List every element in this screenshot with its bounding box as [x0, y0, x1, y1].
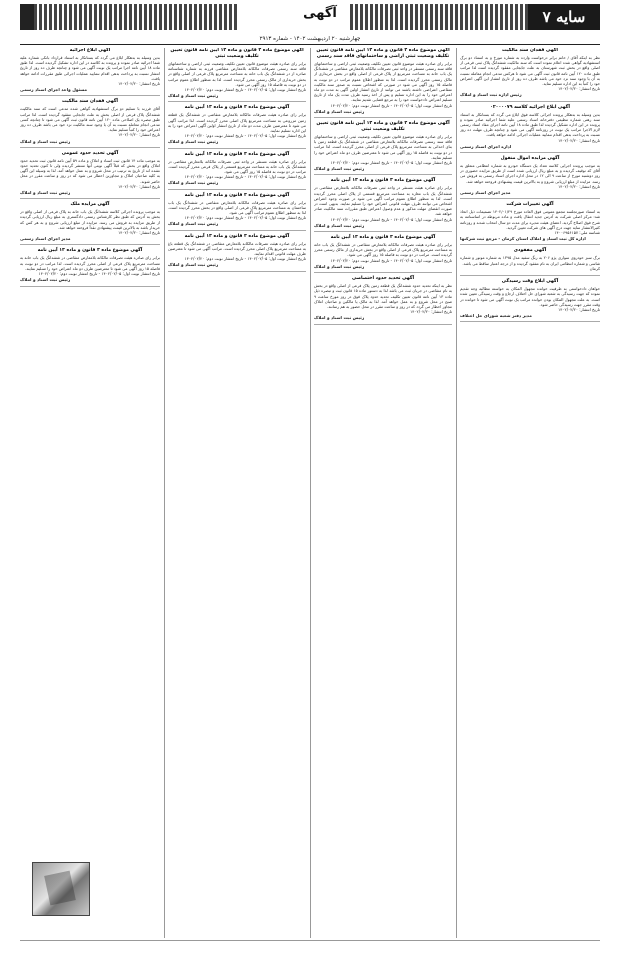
notice-date: تاریخ انتشار نوبت اول: ۱۴۰۲/۰۲/۰۵ - تاریخ انتشار نوبت دوم: ۱۴۰۲/۰۲/۲۰ [330, 257, 452, 263]
legal-notice [168, 234, 306, 272]
notice-signature: رئیس ثبت اسناد و املاک [314, 166, 365, 172]
notice-body: برابر رای صادره هیئت مستقر در واحد ثبتی تصرفات مالکانه بلامعارض متقاضی در ششدانگ یک باب مغازه به مساحت مترمربع قسمتی از پلاک اصلی محرز گردیده است. لذا به منظور اطلاع عموم مراتب آگهی می شود در صورت وجود اعتراض اشخاص می توانند ظرف مهلت قانونی اعتراض خود را تسلیم نمایند. بدیهی است در صورت انقضای مهلت مذکور و عدم وصول اعتراض طبق مقررات سند مالکیت صادر خواهد شد. [314, 185, 452, 217]
notice-signature: مدیر دفتر شعبه شورای حل اختلاف [460, 313, 532, 319]
notice-body: برابر رای صادره هیئت موضوع قانون تعیین تکلیف وضعیت ثبتی اراضی و ساختمانهای فاقد سند رسمی تصرفات مالکانه بلامعارض متقاضی فرزند به شماره شناسنامه صادره از در ششدانگ یک باب خانه به مساحت مترمربع پلاک فرعی از اصلی واقع در بخش خریداری از مالک رسمی محرز گردیده است. لذا به منظور اطلاع عموم مراتب در دو نوبت به فاصله ۱۵ روز آگهی می شود. [168, 61, 306, 87]
column-1 [460, 48, 600, 938]
notice-title: آگهی فقدان سند مالکیت [62, 99, 118, 105]
notice-body: برابر رای صادره هیئت موضوع قانون تعیین تکلیف وضعیت ثبتی اراضی و ساختمانهای فاقد سند رسمی مستقر در واحد ثبتی تصرفات مالکانه بلامعارض متقاضی در ششدانگ یک باب خانه به مساحت مترمربع از پلاک فرعی از اصلی واقع در بخش خریداری از مالک رسمی محرز گردیده است. لذا به منظور اطلاع عموم مراتب در دو نوبت به فاصله ۱۵ روز آگهی می شود در صورتی که اشخاص نسبت به صدور سند مالکیت متقاضی اعتراضی داشته باشند می توانند از تاریخ انتشار اولین آگهی به مدت دو ماه اعتراض خود را به این اداره تسلیم و پس از اخذ رسید ظرف مدت یک ماه از تاریخ تسلیم اعتراض دادخواست خود را به مرجع قضایی تقدیم نمایند. [314, 61, 452, 103]
notice-title: آگهی موضوع ماده ۳ قانون و ماده ۱۳ آیین نامه [184, 105, 290, 111]
notice-title: آگهی تحدید حدود اختصاصی [351, 276, 415, 282]
notice-body: به استناد صورتجلسه مجمع عمومی فوق العاده مورخ ۱۴۰۲/۰۱/۲۹ تصمیمات ذیل اتخاذ شد: مرکز اصلی شرکت به آدرس جدید انتقال یافت و ماده مربوطه در اساسنامه به شرح فوق اصلاح گردید. اعضای هیئت مدیره برای مدت دو سال انتخاب شدند و روزنامه کثیرالانتشار سایه جهت درج آگهی های شرکت تعیین گردید. [460, 209, 600, 230]
column-2 [314, 48, 452, 938]
notice-title: آگهی تحدید حدود عمومی [61, 150, 119, 156]
notice-signature: رئیس ثبت اسناد و املاک [168, 221, 219, 227]
notice-body: برابر رای صادره هیئت تصرفات مالکانه بلامعارض متقاضی در ششدانگ یک باب خانه به مساحت مترمربع پلاک فرعی از اصلی واقع در بخش خریداری از مالک رسمی محرز گردیده است. مراتب در دو نوبت به فاصله ۱۵ روز آگهی می شود. [314, 242, 452, 258]
notice-body: به موجب پرونده اجرایی کلاسه تعداد یک دستگاه خودرو به شماره انتظامی متعلق به آقای که توقیف گردیده و به مبلغ ریال ارزیابی شده است از طریق مزایده حضوری در روز دوشنبه مورخ از ساعت ۹ الی ۱۲ در محل اداره اجرای اسناد رسمی به فروش می رسد. مزایده از مبلغ ارزیابی شروع و به بالاترین قیمت پیشنهادی فروخته خواهد شد. [460, 163, 600, 184]
brand-name: سایه [555, 8, 586, 26]
page-header [0, 0, 620, 34]
page-number: ۷ [542, 8, 551, 26]
notice-signature: رئیس ثبت اسناد و املاک [314, 222, 365, 228]
notice-title: آگهی موضوع ماده ۳ قانون و ماده ۱۳ آیین نامه [184, 151, 290, 157]
notice-date: تاریخ انتشار نوبت اول: ۱۴۰۲/۰۲/۰۵ - تاریخ انتشار نوبت دوم: ۱۴۰۲/۰۲/۲۰ [184, 215, 306, 221]
notice-title: آگهی موضوع ماده ۳ قانون و ماده ۱۳ آیین نامه [184, 192, 290, 198]
notice-signature: رئیس ثبت اسناد و املاک [314, 263, 365, 269]
notice-body: نظر به اینکه تحدید حدود ششدانگ یک قطعه زمین پلاک فرعی از اصلی واقع در بخش به نام متقاضی در جریان ثبت می باشد لذا به دستور ماده ۱۵ قانون ثبت و تبصره ذیل ماده ۱۳ آیین نامه قانون تعیین تکلیف تحدید حدود پلاک فوق در روز مورخ ساعت ۹ صبح در محل شروع و به عمل خواهد آمد. لذا به مالک یا مالکین و صاحبان املاک مجاور اخطار می گردد که در روز و ساعت مقرر در محل حضور به هم رسانند. [314, 283, 452, 309]
notice-body: بدین وسیله به بدهکار ابلاغ می گردد که بستانکار به استناد قرارداد بانکی شماره علیه شما اجرائیه صادر نموده و پرونده به کلاسه در این اداره تشکیل گردیده است. لذا طبق ماده ۱۸ آیین نامه اجرا مراتب یک نوبت آگهی می شود و چنانچه ظرف ده روز از تاریخ انتشار نسبت به پرداخت بدهی اقدام ننمایید عملیات اجرائی طبق مقررات ادامه خواهد یافت. [20, 55, 160, 81]
notice-title: آگهی موضوع ماده ۳ قانون و ماده ۱۳ آیین نامه [184, 233, 290, 239]
notice-title: آگهی مزایده ملک [70, 202, 110, 208]
legal-notice [460, 105, 600, 153]
notice-body: برابر رای صادره هیئت موضوع قانون تعیین تکلیف وضعیت ثبتی اراضی و ساختمانهای فاقد سند رسمی تصرفات مالکانه بلامعارض متقاضی در ششدانگ یک قطعه زمین با بنای احداثی به مساحت مترمربع پلاک فرعی از اصلی محرز گردیده است. لذا مراتب در دو نوبت به فاصله ۱۵ روز آگهی می شود تا معترضین ظرف دو ماه اعتراض خود را تسلیم نمایند. [314, 134, 452, 160]
notice-body: برگ سبز خودروی سواری پژو ۲۰۶ به رنگ سفید مدل ۱۳۹۵ به شماره موتور و شماره شاسی و شماره انتظامی ایران به نام مفقود گردیده و از درجه اعتبار ساقط می باشد. [460, 255, 600, 266]
legal-notice [460, 202, 600, 245]
notice-body: بدین وسیله به بدهکار پرونده اجرائی کلاسه فوق ابلاغ می گردد که بستانکار به استناد سند رهنی شماره تنظیمی دفترخانه اسناد رسمی علیه شما اجرائیه صادر نموده و پرونده در این اداره تشکیل گردیده لذا طبق ماده ۱۸ آیین نامه اجرای مفاد اسناد رسمی لازم الاجرا مراتب یک نوبت در روزنامه آگهی می شود و چنانچه ظرف مهلت ده روز نسبت به پرداخت بدهی اقدام ننمایید عملیات اجرائی ادامه خواهد یافت. [460, 111, 600, 138]
notice-signature: رئیس ثبت اسناد و املاک [314, 108, 365, 114]
column-4 [20, 48, 160, 856]
notice-date: تاریخ انتشار نوبت اول: ۱۴۰۲/۰۲/۰۵ - تاریخ انتشار نوبت دوم: ۱۴۰۲/۰۲/۲۰ [184, 133, 306, 139]
notice-title: آگهی فقدان سند مالکیت [502, 48, 558, 53]
legal-notice [460, 48, 600, 102]
notice-title: آگهی موضوع ماده ۳ قانون و ماده ۱۳ آیین نامه [330, 235, 436, 241]
notice-date: کرمان [589, 265, 600, 271]
notice-date: تاریخ انتشار: ۱۴۰۲/۰۲/۲۰ [410, 309, 452, 315]
column-divider [164, 48, 165, 938]
legal-notice [314, 276, 452, 324]
notice-body: برابر رای صادره هیئت تصرفات مالکانه بلامعارض متقاضی در ششدانگ یک باب خانه به مساحت مترمربع پلاک فرعی از اصلی محرز گردیده است. لذا مراتب در دو نوبت به فاصله ۱۵ روز آگهی می شود تا معترضین ظرف دو ماه اعتراض خود را تسلیم نمایند. [20, 255, 160, 271]
notice-body: برابر رای صادره هیئت مستقر در واحد ثبتی تصرفات مالکانه بلامعارض متقاضی در ششدانگ یک باب خانه به مساحت مترمربع قسمتی از پلاک فرعی محرز گردیده است. مراتب در دو نوبت به فاصله ۱۵ روز آگهی می شود. [168, 158, 306, 175]
header-ornament-right [350, 4, 528, 30]
notice-signature: رئیس ثبت اسناد و املاک [168, 262, 219, 268]
notice-signature: رئیس ثبت اسناد و املاک [168, 139, 219, 145]
notice-title: آگهی مزایده اموال منقول [500, 156, 560, 162]
legal-notice [460, 279, 600, 322]
notice-date: تاریخ انتشار: ۱۴۰۲/۰۲/۲۰ [558, 137, 600, 143]
legal-notice [20, 48, 160, 96]
notice-date: تاریخ انتشار: ۱۴۰۲/۰۲/۲۰ [558, 183, 600, 189]
advert-photo [32, 862, 90, 916]
legal-notice [314, 235, 452, 273]
notice-body: نظر به اینکه آقای / خانم برابر درخواست وارده به شماره مورخ و به استناد دو برگ استشهادیه گواهی شده اعلام نموده است که سند مالکیت ششدانگ پلاک ثبتی فرعی از اصلی واقع در بخش ثبت شهرستان به علت جابجایی مفقود گردیده است لذا مراتب طبق ماده ۱۲۰ آیین نامه قانون ثبت آگهی می شود تا هرکس مدعی انجام معامله نسبت به آن یا وجود سند نزد خود می باشد ظرف ده روز از تاریخ انتشار این آگهی اعتراض خود را کتباً به این اداره تسلیم نماید. [460, 55, 600, 87]
notice-date: تاریخ انتشار نوبت اول: ۱۴۰۲/۰۲/۰۵ - تاریخ انتشار نوبت دوم: ۱۴۰۲/۰۲/۲۰ [38, 271, 160, 277]
notice-signature: مسئول واحد اجرای اسناد رسمی [20, 87, 88, 93]
newspaper-masthead [528, 4, 600, 30]
notice-body: برابر رای صادره هیئت تصرفات مالکانه بلامعارض متقاضی در ششدانگ یک باب ساختمان به مساحت مترمربع پلاک فرعی از اصلی واقع در بخش محرز گردیده است. لذا به منظور اطلاع عموم مراتب آگهی می شود. [168, 199, 306, 216]
legal-notice [168, 48, 306, 102]
notice-body: آقای فرزند با تسلیم دو برگ استشهادیه گواهی شده مدعی است که سند مالکیت ششدانگ پلاک فرعی از اصلی بخش به علت جابجایی مفقود گردیده است. لذا مراتب طبق تبصره یک اصلاحی ماده ۱۲۰ آیین نامه قانون ثبت آگهی می شود تا چنانچه کسی مدعی انجام معامله نسبت به آن یا وجود سند مالکیت نزد خود می باشد ظرف ده روز اعتراض خود را کتباً تسلیم نماید. [20, 106, 160, 133]
notice-title: آگهی موضوع ماده ۳ قانون و ماده ۱۳ آیین نامه قانون تعیین تکلیف وضعیت ثبتی [170, 48, 304, 59]
notice-body: به موجب پرونده اجرائی کلاسه ششدانگ یک باب خانه به پلاک فرعی از اصلی واقع در بخش به آدرس که طبق نظر کارشناس رسمی دادگستری به مبلغ ریال ارزیابی گردیده از طریق مزایده به فروش می رسد. مزایده از مبلغ ارزیابی شروع و به هر کس که خریدار باشد به بالاترین قیمت پیشنهادی نقداً فروخته خواهد شد. [20, 209, 160, 230]
footer-rule [20, 940, 600, 941]
notice-date: تاریخ انتشار نوبت اول: ۱۴۰۲/۰۲/۰۵ - تاریخ انتشار نوبت دوم: ۱۴۰۲/۰۲/۲۰ [184, 87, 306, 93]
notice-date: تاریخ انتشار نوبت اول: ۱۴۰۲/۰۲/۰۵ - تاریخ انتشار نوبت دوم: ۱۴۰۲/۰۲/۲۰ [184, 174, 306, 180]
notice-signature: رئیس ثبت اسناد و املاک [168, 93, 219, 99]
notice-signature: اداره کل ثبت اسناد و املاک استان کرمان - مرجع ثبت شرکتها [460, 236, 586, 242]
notice-signature: رئیس ثبت اسناد و املاک [20, 138, 71, 144]
notice-signature: رئیس ثبت اسناد و املاک [20, 190, 71, 196]
legal-notice [168, 105, 306, 148]
notice-title: آگهی موضوع ماده ۳ قانون و ماده ۱۳ آیین نامه [37, 248, 143, 254]
notice-body: خواهان دادخواستی به طرفیت خوانده مجهول المکان به خواسته مطالبه وجه تقدیم نموده که جهت رسیدگی به شعبه شورای حل اختلاف ارجاع و وقت رسیدگی تعیین شده است. به علت مجهول المکان بودن خوانده مراتب یک نوبت آگهی می شود تا خوانده در وقت مقرر جهت رسیدگی حاضر شود. [460, 286, 600, 307]
column-divider [456, 48, 457, 938]
notice-date: تاریخ انتشار: ۱۴۰۲/۰۲/۲۰ [558, 86, 600, 92]
notice-body: به موجب ماده ۱۴ قانون ثبت اسناد و املاک و ماده ۵۹ آیین نامه قانون ثبت تحدید حدود املاک واقع در بخش که قبلاً آگهی نوبتی آنها منتشر گردیده ولی تا کنون تحدید حدود نشده اند از تاریخ به ترتیب در محل شروع و به عمل خواهد آمد. لذا به وسیله این آگهی به کلیه صاحبان املاک و مجاورین اخطار می شود که در روز و ساعت مقرر در محل حاضر شوند. [20, 157, 160, 184]
notice-title: آگهی ابلاغ وقت رسیدگی [501, 279, 559, 285]
notice-date: تاریخ انتشار: ۱۴۰۲/۰۲/۲۰ [558, 306, 600, 312]
notice-title: آگهی موضوع ماده ۳ قانون و ماده ۱۳ آیین نامه قانون تعیین تکلیف وضعیت ثبتی اراضی و ساختمانهای فاقد سند رسمی [316, 48, 450, 59]
legal-notice [20, 248, 160, 286]
notice-signature: رئیس اداره ثبت اسناد و املاک [460, 92, 522, 98]
date-line: چهارشنبه ۲۰ اردیبهشت ۱۴۰۲ - شماره ۲۹۱۳ [259, 36, 361, 42]
notice-body: برابر رای صادره هیئت تصرفات مالکانه بلامعارض متقاضی در ششدانگ یک قطعه باغ به مساحت مترمربع پلاک اصلی محرز گردیده است. مراتب آگهی می شود تا معترضین ظرف مهلت قانونی اقدام نمایند. [168, 240, 306, 257]
notice-signature: مدیر اجرای اسناد رسمی [20, 236, 71, 242]
notice-date: تاریخ انتشار: ۱۴۰۲/۰۲/۲۰ [118, 183, 160, 189]
legal-notice [314, 121, 452, 175]
notice-title: آگهی تغییرات شرکت [506, 202, 554, 208]
notice-date: تاریخ انتشار نوبت اول: ۱۴۰۲/۰۲/۰۵ - تاریخ انتشار نوبت دوم: ۱۴۰۲/۰۲/۲۰ [184, 256, 306, 262]
legal-notice [20, 202, 160, 245]
notice-date: تاریخ انتشار: ۱۴۰۲/۰۲/۲۰ [118, 230, 160, 236]
notice-body: برابر رای صادره هیئت تصرفات مالکانه بلامعارض متقاضی در ششدانگ یک قطعه زمین مزروعی به مساحت مترمربع پلاک اصلی محرز گردیده است. لذا مراتب آگهی می شود تا معترضین ظرف مدت دو ماه از تاریخ انتشار اولین آگهی اعتراض خود را به این اداره تسلیم نمایند. [168, 112, 306, 134]
header-ornament-cap [20, 4, 34, 30]
legal-notice [20, 151, 160, 199]
legal-notice [314, 178, 452, 232]
notice-signature: اداره اجرای اسناد رسمی [460, 143, 512, 149]
legal-notice [20, 99, 160, 147]
notice-title: آگهی ابلاغ اجرائیه کلاسه ۰۲۰۰۰۰۷۹ [490, 104, 570, 110]
notice-date: تاریخ انتشار: ۱۴۰۲/۰۲/۲۰ [118, 81, 160, 87]
notice-title: آگهی موضوع ماده ۳ قانون و ماده ۱۳ آیین نامه قانون تعیین تکلیف وضعیت ثبتی [316, 121, 450, 133]
notice-date: تاریخ انتشار نوبت اول: ۱۴۰۲/۰۲/۰۵ - تاریخ انتشار نوبت دوم: ۱۴۰۲/۰۲/۲۰ [330, 216, 452, 222]
column-divider [310, 48, 311, 938]
header-ornament-left [34, 4, 239, 30]
notice-title: آگهی مفقودی [513, 248, 547, 254]
column-3 [168, 48, 306, 938]
legal-notice [460, 248, 600, 276]
notice-date: شناسه ملی: ۱۴۰۰۶۹۵۶۱۵۷ [554, 230, 600, 236]
notice-date: تاریخ انتشار نوبت اول: ۱۴۰۲/۰۲/۰۵ - تاریخ انتشار نوبت دوم: ۱۴۰۲/۰۲/۲۰ [330, 102, 452, 108]
notice-title: آگهی ابلاغ اجرائیه [69, 48, 111, 53]
notice-date: تاریخ انتشار: ۱۴۰۲/۰۲/۲۰ [118, 132, 160, 138]
notice-signature: مدیر اجرای اسناد رسمی [460, 190, 511, 196]
header-rule [20, 44, 600, 45]
notice-date: تاریخ انتشار نوبت اول: ۱۴۰۲/۰۲/۰۵ - تاریخ انتشار نوبت دوم: ۱۴۰۲/۰۲/۲۰ [330, 160, 452, 166]
legal-notice [168, 193, 306, 231]
section-title: آگهی [303, 6, 337, 21]
notice-signature: رئیس ثبت اسناد و املاک [314, 315, 365, 321]
legal-notice [314, 48, 452, 118]
legal-notice [168, 152, 306, 190]
notice-title: آگهی موضوع ماده ۳ قانون و ماده ۱۳ آیین نامه [330, 178, 436, 184]
legal-notice [460, 156, 600, 199]
notice-signature: رئیس ثبت اسناد و املاک [20, 277, 71, 283]
notice-signature: رئیس ثبت اسناد و املاک [168, 180, 219, 186]
